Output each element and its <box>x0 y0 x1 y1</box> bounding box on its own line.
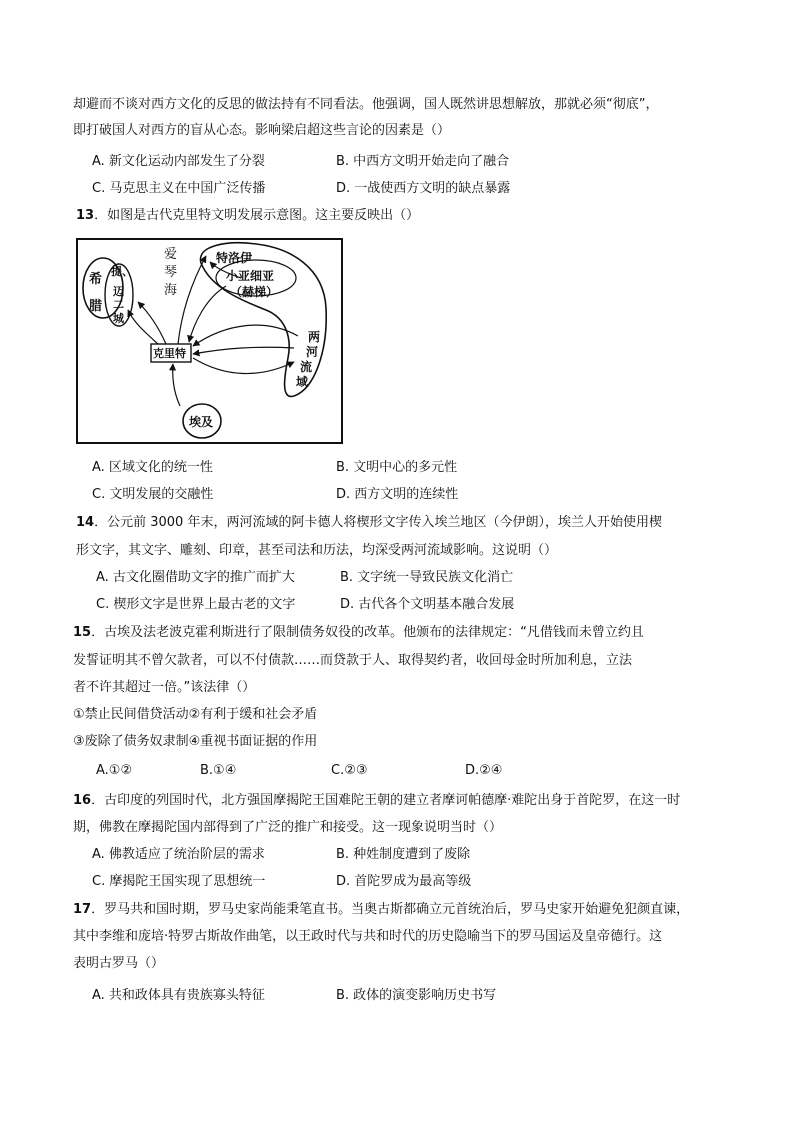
arrow-asia-minor-to-crete <box>189 286 226 342</box>
question-16-text-1: ．古印度的列国时代，北方强国摩揭陀王国难陀王朝的建立者摩诃帕德摩·难陀出身于首陀罗，在这一时 <box>91 793 681 808</box>
question-14-text-1: ．公元前 3000 年末，两河流域的阿卡德人将楔形文字传入埃兰地区（今伊朗），埃兰人开始使用楔 <box>94 515 662 530</box>
question-14-option-b: B. 文字统一导致民族文化消亡 <box>340 570 514 585</box>
question-15-text-1: ．古埃及法老波克霍利斯进行了限制债务奴役的改革。他颁布的法律规定：“凡借钱而未曾立约且 <box>91 625 644 640</box>
question-14-option-c: C. 楔形文字是世界上最古老的文字 <box>96 597 296 612</box>
question-12-option-c: C. 马克思主义在中国广泛传播 <box>92 181 266 196</box>
question-12-option-d: D. 一战使西方文明的缺点暴露 <box>336 181 511 196</box>
arrow-crete-to-mesopotamia <box>193 358 294 374</box>
question-14-option-d: D. 古代各个文明基本融合发展 <box>340 597 515 612</box>
question-16-line-2: 期，佛教在摩揭陀国内部得到了广泛的推广和接受。这一现象说明当时（） <box>73 820 503 835</box>
question-13-option-b: B. 文明中心的多元性 <box>336 460 458 475</box>
question-17-line-1 <box>73 901 689 919</box>
question-17-option-b: B. 政体的演变影响历史书写 <box>336 988 497 1003</box>
question-13-option-c: C. 文明发展的交融性 <box>92 487 214 502</box>
arrow-mesopotamia-to-crete-2 <box>193 347 294 354</box>
question-12-text-line-1: 却避而不谈对西方文化的反思的做法持有不同看法。他强调，国人既然讲思想解放，那就必须“彻底”， <box>73 97 659 112</box>
crete-civilization-diagram <box>76 238 343 444</box>
arrow-egypt-to-crete <box>173 364 180 406</box>
label-aegean-2: 琴 <box>164 265 178 280</box>
question-15-item-2: ③废除了债务奴隶制④重视书面证据的作用 <box>73 734 318 749</box>
question-15-option-b: B.①④ <box>200 763 237 778</box>
question-15-option-a: A.①② <box>96 763 133 778</box>
question-15-item-1: ①禁止民间借贷活动②有利于缓和社会矛盾 <box>73 707 318 722</box>
arrow-mesopotamia-to-crete <box>193 325 298 346</box>
question-17-option-a: A. 共和政体具有贵族寡头特征 <box>92 988 265 1003</box>
label-egypt: 埃及 <box>189 415 214 429</box>
label-mycenae-2: 迈 <box>113 285 124 298</box>
question-14-number: 14 <box>76 515 95 530</box>
question-16-line-1 <box>73 792 680 810</box>
question-13-text: ．如图是古代克里特文明发展示意图。这主要反映出（） <box>94 208 420 223</box>
label-hittite: （赫梯） <box>230 285 279 299</box>
label-asia-minor: 小亚细亚 <box>226 269 275 283</box>
question-12-option-a: A. 新文化运动内部发生了分裂 <box>92 154 265 169</box>
question-15-number: 15 <box>73 625 92 640</box>
question-12-text-line-2: 即打破国人对西方的盲从心态。影响梁启超这些言论的因素是（） <box>73 123 451 138</box>
label-mycenae-4: 城 <box>113 312 124 325</box>
question-15-line-2: 发誓证明其不曾欠款者，可以不付债款……而贷款于人、取得契约者，收回母金时所加利息，立法 <box>73 653 633 668</box>
label-mycenae-1: 提、 <box>111 265 133 278</box>
question-16-option-b: B. 种姓制度遭到了废除 <box>336 847 471 862</box>
question-16-option-d: D. 首陀罗成为最高等级 <box>336 874 472 889</box>
question-17-line-2: 其中李维和庞培·特罗古斯故作曲笔，以王政时代与共和时代的历史隐喻当下的罗马国运及皇帝德行。这 <box>73 929 663 944</box>
label-aegean-1: 爱 <box>164 247 178 262</box>
question-12-option-b: B. 中西方文明开始走向了融合 <box>336 154 510 169</box>
question-15-line-3: 者不许其超过一倍。”该法律（） <box>73 680 256 695</box>
question-13-number: 13 <box>76 208 95 223</box>
question-16-option-c: C. 摩揭陀王国实现了思想统一 <box>92 874 266 889</box>
arrow-crete-to-greece <box>128 310 158 344</box>
question-16-option-a: A. 佛教适应了统治阶层的需求 <box>92 847 265 862</box>
arrow-crete-to-mycenae <box>138 302 166 344</box>
label-greece-2: 腊 <box>89 299 103 314</box>
question-17-text-1: ．罗马共和国时期，罗马史家尚能秉笔直书。当奥古斯都确立元首统治后，罗马史家开始避免犯颜直谏， <box>91 902 690 917</box>
question-15-line-1 <box>73 624 644 642</box>
label-troy: 特洛伊 <box>216 251 253 265</box>
question-14-line-1 <box>76 514 662 532</box>
question-13-stem <box>76 207 419 225</box>
label-mesopotamia-4: 域 <box>296 375 309 389</box>
question-13-option-a: A. 区域文化的统一性 <box>92 460 213 475</box>
label-mycenae-3: 二 <box>113 298 124 311</box>
label-mesopotamia-2: 河 <box>306 345 319 359</box>
label-greece-1: 希 <box>89 272 103 287</box>
question-14-line-2: 形文字，其文字、雕刻、印章，甚至司法和历法，均深受两河流域影响。这说明（） <box>76 543 558 558</box>
label-crete: 克里特 <box>153 347 186 360</box>
question-15-option-d: D.②④ <box>465 763 503 778</box>
question-15-option-c: C.②③ <box>331 763 368 778</box>
question-13-option-d: D. 西方文明的连续性 <box>336 487 459 502</box>
label-mesopotamia-1: 两 <box>308 330 321 344</box>
label-aegean-3: 海 <box>164 283 178 298</box>
question-17-line-3: 表明古罗马（） <box>73 956 165 971</box>
question-14-option-a: A. 古文化圈借助文字的推广而扩大 <box>96 570 295 585</box>
question-16-number: 16 <box>73 793 92 808</box>
label-mesopotamia-3: 流 <box>300 360 313 374</box>
question-17-number: 17 <box>73 902 92 917</box>
